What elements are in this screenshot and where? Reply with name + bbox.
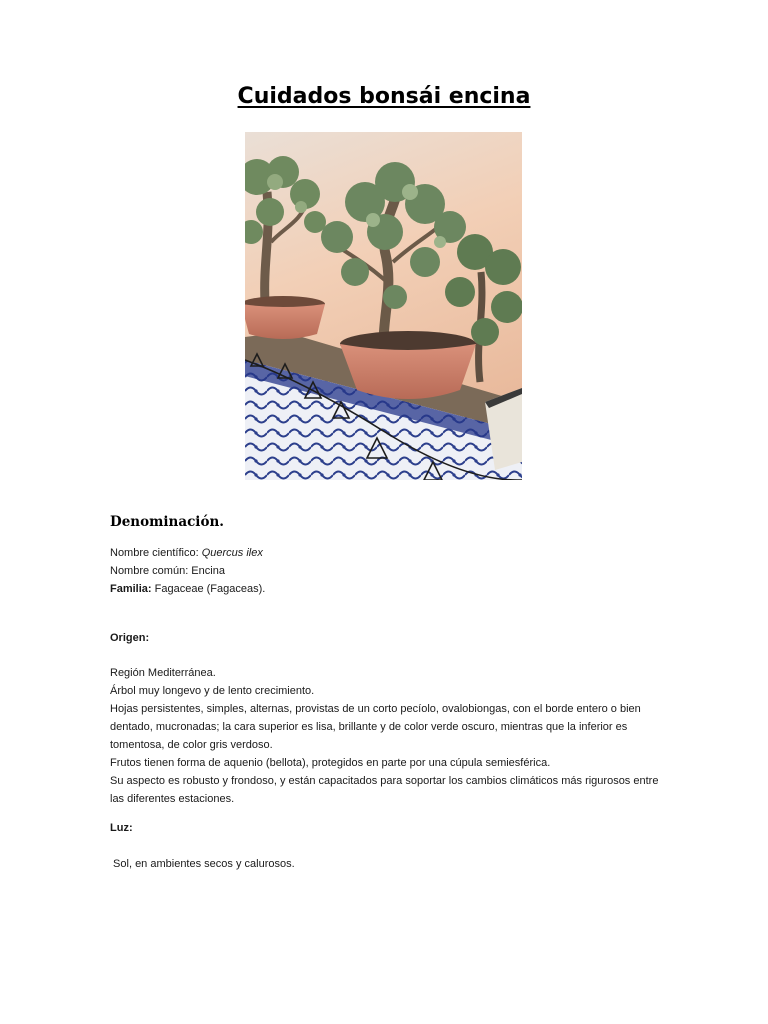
- section-heading-origen: Origen:: [110, 632, 150, 644]
- section-heading-denominacion: Denominación.: [110, 514, 224, 530]
- denominacion-block: [110, 544, 666, 598]
- scientific-name-line: [110, 544, 666, 562]
- origen-line: Su aspecto es robusto y frondoso, y están capacitados para soportar los cambios climáticos más rigurosos entre las diferentes estaciones.: [110, 775, 659, 805]
- bonsai-photo: [245, 132, 522, 480]
- common-name-line: Nombre común: Encina: [110, 565, 225, 577]
- luz-text: Sol, en ambientes secos y calurosos.: [110, 858, 295, 870]
- section-heading-luz: Luz:: [110, 822, 133, 834]
- scientific-name-label: Nombre científico:: [110, 547, 202, 559]
- origen-line: Frutos tienen forma de aquenio (bellota), protegidos en parte por una cúpula semiesférica.: [110, 757, 551, 769]
- family-label: Familia:: [110, 583, 152, 595]
- origen-line: Región Mediterránea.: [110, 667, 216, 679]
- page-title: Cuidados bonsái encina: [237, 84, 531, 109]
- origen-line: Árbol muy longevo y de lento crecimiento.: [110, 685, 315, 697]
- scientific-name-value: Quercus ilex: [201, 547, 263, 559]
- origen-line: Hojas persistentes, simples, alternas, provistas de un corto pecíolo, ovalobiongas, con el borde entero o bien dentado, mucronadas; la cara superior es lisa, brillante y de color verde oscuro, mientras que la inferior es tomentosa, de color gris verdoso.: [110, 703, 641, 751]
- family-value: Fagaceae (Fagaceas).: [151, 583, 266, 595]
- origen-block: [110, 664, 666, 808]
- family-line: [110, 580, 666, 598]
